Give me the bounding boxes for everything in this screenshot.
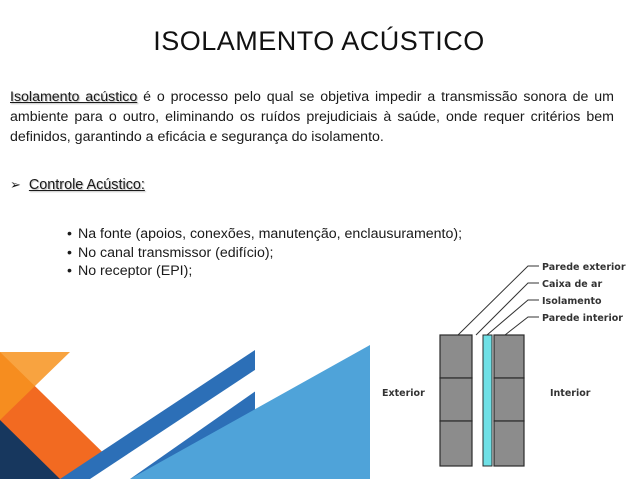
intro-text: é o processo pelo qual se objetiva impedir a transmissão sonora de um ambiente para o outro, eliminando os ruídos prejudiciais à saúde, onde requer critérios bem definidos, garantindo a eficácia e segurança do isolamento. [10, 89, 614, 145]
section-heading [10, 177, 145, 193]
callout-parede-exterior: Parede exterior [542, 262, 626, 273]
exterior-block [440, 335, 472, 378]
leader-line-interior [505, 317, 539, 335]
page-title: ISOLAMENTO ACÚSTICO [153, 26, 485, 56]
intro-paragraph [10, 87, 614, 147]
bullet-item-source: • Na fonte (apoios, conexões, manutenção, enclausuramento); [67, 225, 462, 244]
label-exterior: Exterior [382, 388, 425, 399]
insulation-layer [483, 335, 492, 466]
exterior-block [440, 421, 472, 466]
bullet-item-channel: • No canal transmissor (edifício); [67, 244, 462, 263]
interior-block [494, 378, 524, 421]
wall-diagram [370, 255, 635, 475]
interior-block [494, 421, 524, 466]
callout-isolamento: Isolamento [542, 296, 602, 307]
leader-lines [458, 266, 539, 335]
leader-line-air [476, 283, 539, 335]
bullet-item-receiver: • No receptor (EPI); [67, 262, 462, 281]
interior-wall [494, 335, 524, 466]
arrow-bullet-icon: ➢ [10, 177, 21, 192]
callout-caixa-de-ar: Caixa de ar [542, 279, 603, 290]
section-label: Controle Acústico: [28, 177, 145, 193]
exterior-block [440, 378, 472, 421]
exterior-wall [440, 335, 472, 466]
interior-block [494, 335, 524, 378]
callout-parede-interior: Parede interior [542, 313, 623, 324]
label-interior: Interior [550, 388, 591, 399]
intro-term: Isolamento acústico [10, 89, 138, 105]
